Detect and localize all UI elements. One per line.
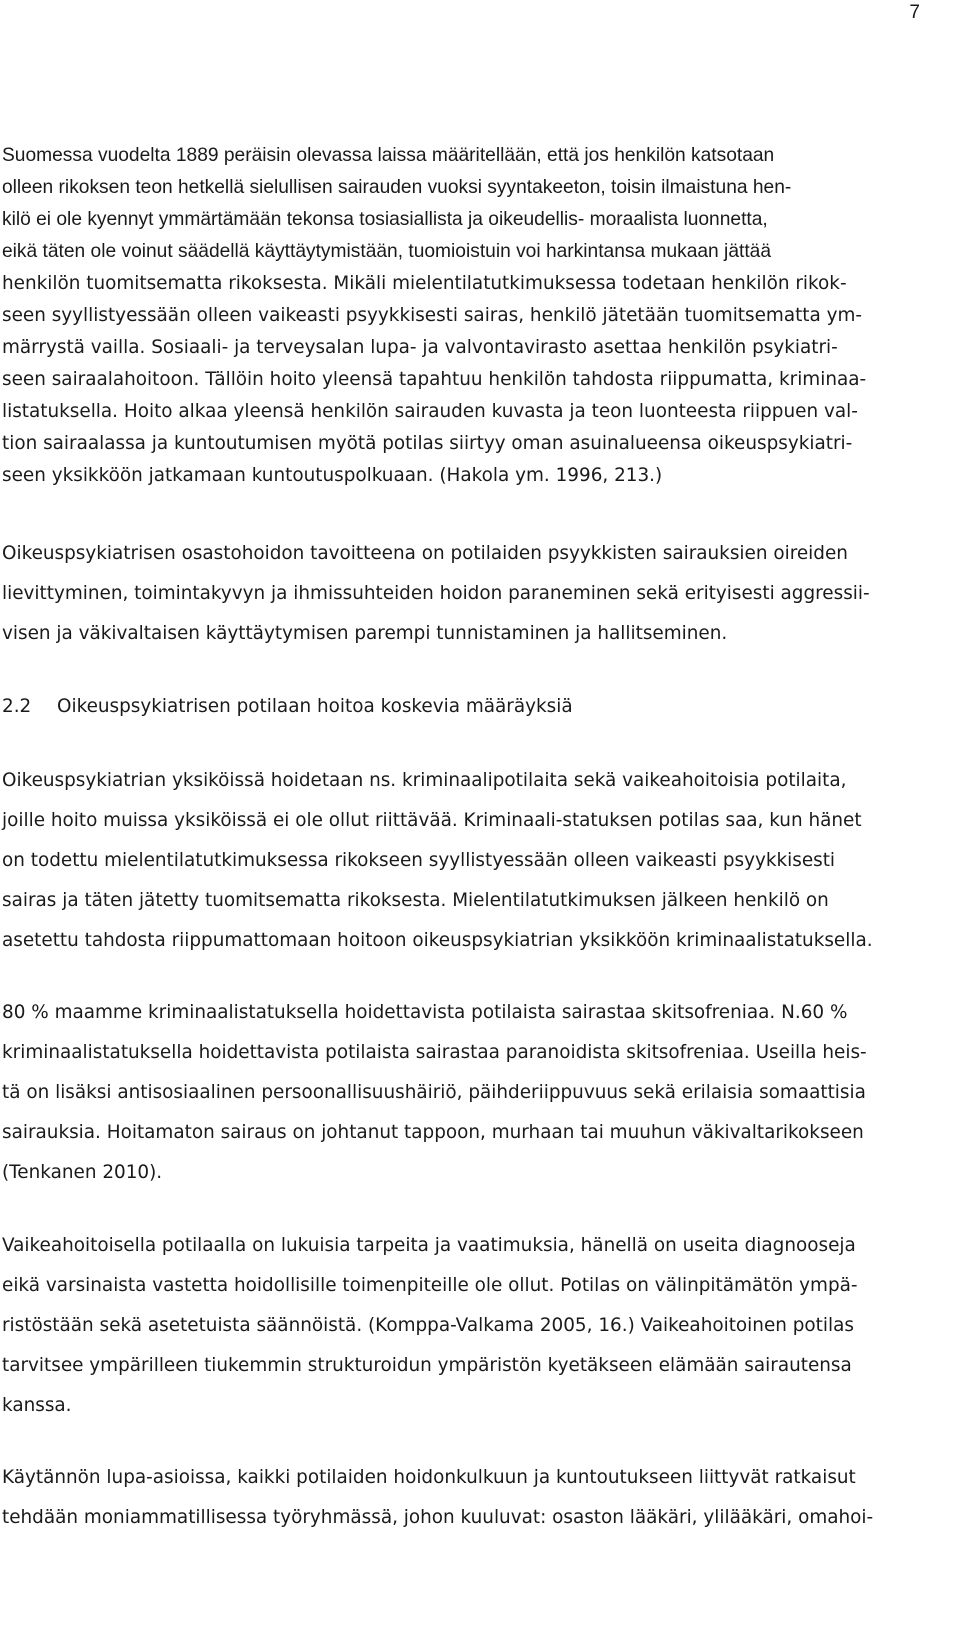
paragraph-line: seen syyllistyessään olleen vaikeasti psyykkisesti sairas, henkilö jätetään tuomitsematta ym- [2, 305, 863, 326]
section-title: Oikeuspsykiatrisen potilaan hoitoa koskevia määräyksiä [57, 696, 573, 717]
paragraph-line: sairas ja täten jätetty tuomitsematta rikoksesta. Mielentilatutkimuksen jälkeen henkilö on [2, 890, 829, 911]
paragraph-line: ristöstään sekä asetetuista säännöistä. (Komppa-Valkama 2005, 16.) Vaikeahoitoinen potilas [2, 1315, 854, 1336]
paragraph-line: kriminaalistatuksella hoidettavista potilaista sairastaa paranoidista skitsofreniaa. Useilla heis- [2, 1042, 867, 1063]
paragraph-line: seen sairaalahoitoon. Tällöin hoito yleensä tapahtuu henkilön tahdosta riippumatta, kriminaa- [2, 369, 867, 390]
paragraph-line: eikä varsinaista vastetta hoidollisille toimenpiteille ole ollut. Potilas on välinpitämätön ympä- [2, 1275, 858, 1296]
paragraph-line: Oikeuspsykiatrian yksiköissä hoidetaan ns. kriminaalipotilaita sekä vaikeahoitoisia potilaita, [2, 770, 847, 791]
paragraph-line: tarvitsee ympärilleen tiukemmin strukturoidun ympäristön kyetäkseen elämään sairautensa [2, 1355, 852, 1376]
paragraph-line: (Tenkanen 2010). [2, 1162, 163, 1183]
page-number: 7 [909, 2, 920, 23]
paragraph-line: kanssa. [2, 1395, 72, 1416]
paragraph-line: kilö ei ole kyennyt ymmärtämään tekonsa tosiasiallista ja oikeudellis- moraalista luonnetta, [2, 209, 768, 230]
paragraph-line: märrystä vailla. Sosiaali- ja terveysalan lupa- ja valvontavirasto asettaa henkilön psykiatri- [2, 337, 838, 358]
paragraph-line: on todettu mielentilatutkimuksessa rikokseen syyllistyessään olleen vaikeasti psyykkisesti [2, 850, 836, 871]
paragraph-line: tehdään moniammatillisessa työryhmässä, johon kuuluvat: osaston lääkäri, ylilääkäri, omahoi- [2, 1507, 874, 1528]
paragraph-line: olleen rikoksen teon hetkellä sielullisen sairauden vuoksi syyntakeeton, toisin ilmaistuna hen- [2, 177, 792, 198]
paragraph-line: tä on lisäksi antisosiaalinen persoonallisuushäiriö, päihderiippuvuus sekä erilaisia somaattisia [2, 1082, 866, 1103]
section-number: 2.2 [2, 696, 32, 717]
paragraph-line: visen ja väkivaltaisen käyttäytymisen parempi tunnistaminen ja hallitseminen. [2, 623, 728, 644]
paragraph-line: lievittyminen, toimintakyvyn ja ihmissuhteiden hoidon paraneminen sekä erityisesti aggressii- [2, 583, 870, 604]
paragraph-line: henkilön tuomitsematta rikoksesta. Mikäli mielentilatutkimuksessa todetaan henkilön rikok- [2, 273, 847, 294]
paragraph-line: sairauksia. Hoitamaton sairaus on johtanut tappoon, murhaan tai muuhun väkivaltarikokseen [2, 1122, 864, 1143]
paragraph-line: Käytännön lupa-asioissa, kaikki potilaiden hoidonkulkuun ja kuntoutukseen liittyvät ratkaisut [2, 1467, 856, 1488]
paragraph-line: Oikeuspsykiatrisen osastohoidon tavoitteena on potilaiden psyykkisten sairauksien oireiden [2, 543, 848, 564]
section-heading [2, 697, 573, 717]
paragraph-line: joille hoito muissa yksiköissä ei ole ollut riittävää. Kriminaali-statuksen potilas saa, kun hänet [2, 810, 862, 831]
paragraph-line: Suomessa vuodelta 1889 peräisin olevassa laissa määritellään, että jos henkilön katsotaan [2, 145, 775, 166]
paragraph-line: asetettu tahdosta riippumattomaan hoitoon oikeuspsykiatrian yksikköön kriminaalistatuksella. [2, 930, 873, 951]
paragraph-line: eikä täten ole voinut säädellä käyttäytymistään, tuomioistuin voi harkintansa mukaan jättää [2, 241, 771, 262]
paragraph-line: seen yksikköön jatkamaan kuntoutuspolkuaan. (Hakola ym. 1996, 213.) [2, 465, 663, 486]
paragraph-line: 80 % maamme kriminaalistatuksella hoidettavista potilaista sairastaa skitsofreniaa. N.60 % [2, 1002, 848, 1023]
paragraph-line: tion sairaalassa ja kuntoutumisen myötä potilas siirtyy oman asuinalueensa oikeuspsykiatri- [2, 433, 853, 454]
paragraph-line: Vaikeahoitoisella potilaalla on lukuisia tarpeita ja vaatimuksia, hänellä on useita diagnooseja [2, 1235, 856, 1256]
paragraph-line: listatuksella. Hoito alkaa yleensä henkilön sairauden kuvasta ja teon luonteesta riippuen val- [2, 401, 858, 422]
